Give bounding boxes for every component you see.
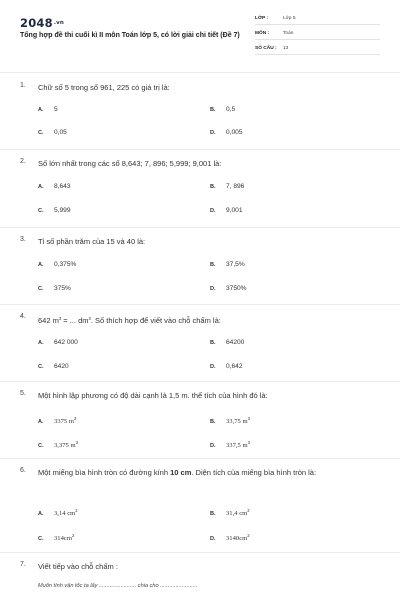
superscript: 3 xyxy=(247,416,250,421)
option-text: 337,5 m xyxy=(226,442,248,449)
option-c[interactable] xyxy=(38,533,74,542)
question-divider xyxy=(0,552,400,553)
document-title: Tổng hợp đề thi cuối kì II môn Toán lớp 5, có lời giải chi tiết (Đề 7) xyxy=(20,32,240,39)
question-number: 1. xyxy=(20,82,26,89)
option-text: 37,5% xyxy=(226,261,245,268)
option-letter: A. xyxy=(38,107,44,113)
question-text-part: . Số thích hợp để viết vào chỗ chấm là: xyxy=(90,316,221,325)
option-text: 3750% xyxy=(226,285,247,292)
meta-class-label: LỚP : xyxy=(255,16,269,21)
meta-count-label: SỐ CÂU : xyxy=(255,46,277,51)
option-letter: A. xyxy=(38,184,44,190)
logo-tld: .vn xyxy=(53,20,65,26)
option-letter: C. xyxy=(38,364,44,370)
option-c[interactable] xyxy=(38,207,71,214)
option-text: 642 000 xyxy=(54,339,78,346)
question-text: Chữ số 5 trong số 961, 225 có giá trị là: xyxy=(38,83,170,92)
option-d[interactable] xyxy=(210,363,243,370)
superscript: 3 xyxy=(58,316,62,321)
option-c[interactable] xyxy=(38,285,71,292)
option-letter: D. xyxy=(210,443,216,449)
option-letter: B. xyxy=(210,262,216,268)
option-text: 3140cm xyxy=(226,535,248,542)
superscript: 3 xyxy=(75,440,78,445)
meta-subject-label: MÔN : xyxy=(255,31,270,36)
header-divider xyxy=(0,72,400,73)
document-header xyxy=(0,0,400,64)
option-text: 8,643 xyxy=(54,183,71,190)
meta-subject xyxy=(255,29,380,40)
meta-question-count xyxy=(255,44,380,55)
option-letter: B. xyxy=(210,340,216,346)
option-letter: A. xyxy=(38,419,44,425)
option-letter: D. xyxy=(210,208,216,214)
site-logo[interactable] xyxy=(20,16,64,30)
superscript: 2 xyxy=(71,533,75,538)
option-a[interactable] xyxy=(38,106,58,113)
superscript: 2 xyxy=(247,508,250,513)
option-text: 0,642 xyxy=(226,363,243,370)
option-letter: C. xyxy=(38,286,44,292)
option-text: 0,05 xyxy=(54,129,67,136)
fill-in-line[interactable]: Muốn tính vận tốc ta lấy ........................ chia cho ........................ xyxy=(38,583,198,589)
option-d[interactable] xyxy=(210,533,250,542)
option-text: 0,5 xyxy=(226,106,236,113)
question-text-part: Một miếng bìa hình tròn có đường kính xyxy=(38,468,171,477)
option-letter: D. xyxy=(210,364,216,370)
option-text: 314cm xyxy=(54,535,72,542)
question-number: 4. xyxy=(20,313,26,320)
option-text: 0,005 xyxy=(226,129,243,136)
option-text: 0,375% xyxy=(54,261,77,268)
question-divider xyxy=(0,304,400,305)
option-text: 33,75 m xyxy=(226,418,248,425)
option-b[interactable] xyxy=(210,261,245,268)
logo-main: 2048 xyxy=(20,16,53,30)
superscript: 2 xyxy=(75,508,78,513)
question-text: Tỉ số phần trăm của 15 và 40 là: xyxy=(38,237,146,246)
option-d[interactable] xyxy=(210,129,243,136)
question-number: 2. xyxy=(20,158,26,165)
option-text: 9,001 xyxy=(226,207,243,214)
option-text: 3,14 cm xyxy=(54,510,76,517)
option-letter: A. xyxy=(38,511,44,517)
option-c[interactable] xyxy=(38,363,69,370)
question-number: 7. xyxy=(20,561,26,568)
option-letter: D. xyxy=(210,130,216,136)
option-letter: B. xyxy=(210,184,216,190)
option-b[interactable] xyxy=(210,508,250,517)
option-letter: A. xyxy=(38,340,44,346)
option-letter: B. xyxy=(210,511,216,517)
superscript: 3 xyxy=(88,316,91,321)
option-letter: C. xyxy=(38,130,44,136)
question-text-part: = ... dm xyxy=(61,316,89,325)
option-d[interactable] xyxy=(210,440,250,449)
option-b[interactable] xyxy=(210,183,244,190)
option-letter: C. xyxy=(38,443,44,449)
option-text: 64200 xyxy=(226,339,245,346)
option-b[interactable] xyxy=(210,106,235,113)
option-b[interactable] xyxy=(210,416,250,425)
superscript: 3 xyxy=(73,416,77,421)
question-text-part: 642 m xyxy=(38,316,59,325)
question-text xyxy=(38,313,383,327)
meta-count-value: 13 xyxy=(283,46,289,51)
question-text: Một hình lập phương có độ dài cạnh là 1,5 m. thể tích của hình đó là: xyxy=(38,391,268,400)
option-letter: D. xyxy=(210,286,216,292)
option-d[interactable] xyxy=(210,285,247,292)
meta-class xyxy=(255,14,380,25)
option-letter: B. xyxy=(210,107,216,113)
option-b[interactable] xyxy=(210,339,244,346)
option-letter: D. xyxy=(210,536,216,542)
option-text: 3375 m xyxy=(54,418,74,425)
option-text: 375% xyxy=(54,285,71,292)
question-divider xyxy=(0,149,400,150)
question-number: 5. xyxy=(20,390,26,397)
option-letter: C. xyxy=(38,536,44,542)
option-letter: C. xyxy=(38,208,44,214)
question-text: Viết tiếp vào chỗ chấm : xyxy=(38,562,118,571)
question-number: 6. xyxy=(20,467,26,474)
question-text xyxy=(38,467,383,479)
option-a[interactable] xyxy=(38,183,71,190)
option-a[interactable] xyxy=(38,508,78,517)
option-text: 5,999 xyxy=(54,207,71,214)
meta-class-value: Lớp 5 xyxy=(283,16,296,21)
question-text-bold: 10 cm xyxy=(170,468,192,477)
superscript: 2 xyxy=(247,533,250,538)
option-a[interactable] xyxy=(38,416,76,425)
question-divider xyxy=(0,458,400,459)
option-a[interactable] xyxy=(38,261,76,268)
option-c[interactable] xyxy=(38,129,67,136)
option-text: 6420 xyxy=(54,363,69,370)
question-divider xyxy=(0,381,400,382)
question-divider xyxy=(0,227,400,228)
option-text: 7, 896 xyxy=(226,183,245,190)
option-text: 5 xyxy=(54,106,58,113)
option-c[interactable] xyxy=(38,440,78,449)
option-text: 3,375 m xyxy=(54,442,76,449)
option-a[interactable] xyxy=(38,339,78,346)
option-letter: B. xyxy=(210,419,216,425)
question-text: Số lớn nhất trong các số 8,643; 7, 896; 5,999; 9,001 là: xyxy=(38,159,222,168)
question-number: 3. xyxy=(20,236,26,243)
question-text-part: . Diện tích của miếng bìa hình tròn là: xyxy=(191,468,317,477)
meta-subject-value: Toán xyxy=(283,31,294,36)
option-text: 31,4 cm xyxy=(226,510,248,517)
superscript: 3 xyxy=(247,440,250,445)
option-d[interactable] xyxy=(210,207,243,214)
option-letter: A. xyxy=(38,262,44,268)
